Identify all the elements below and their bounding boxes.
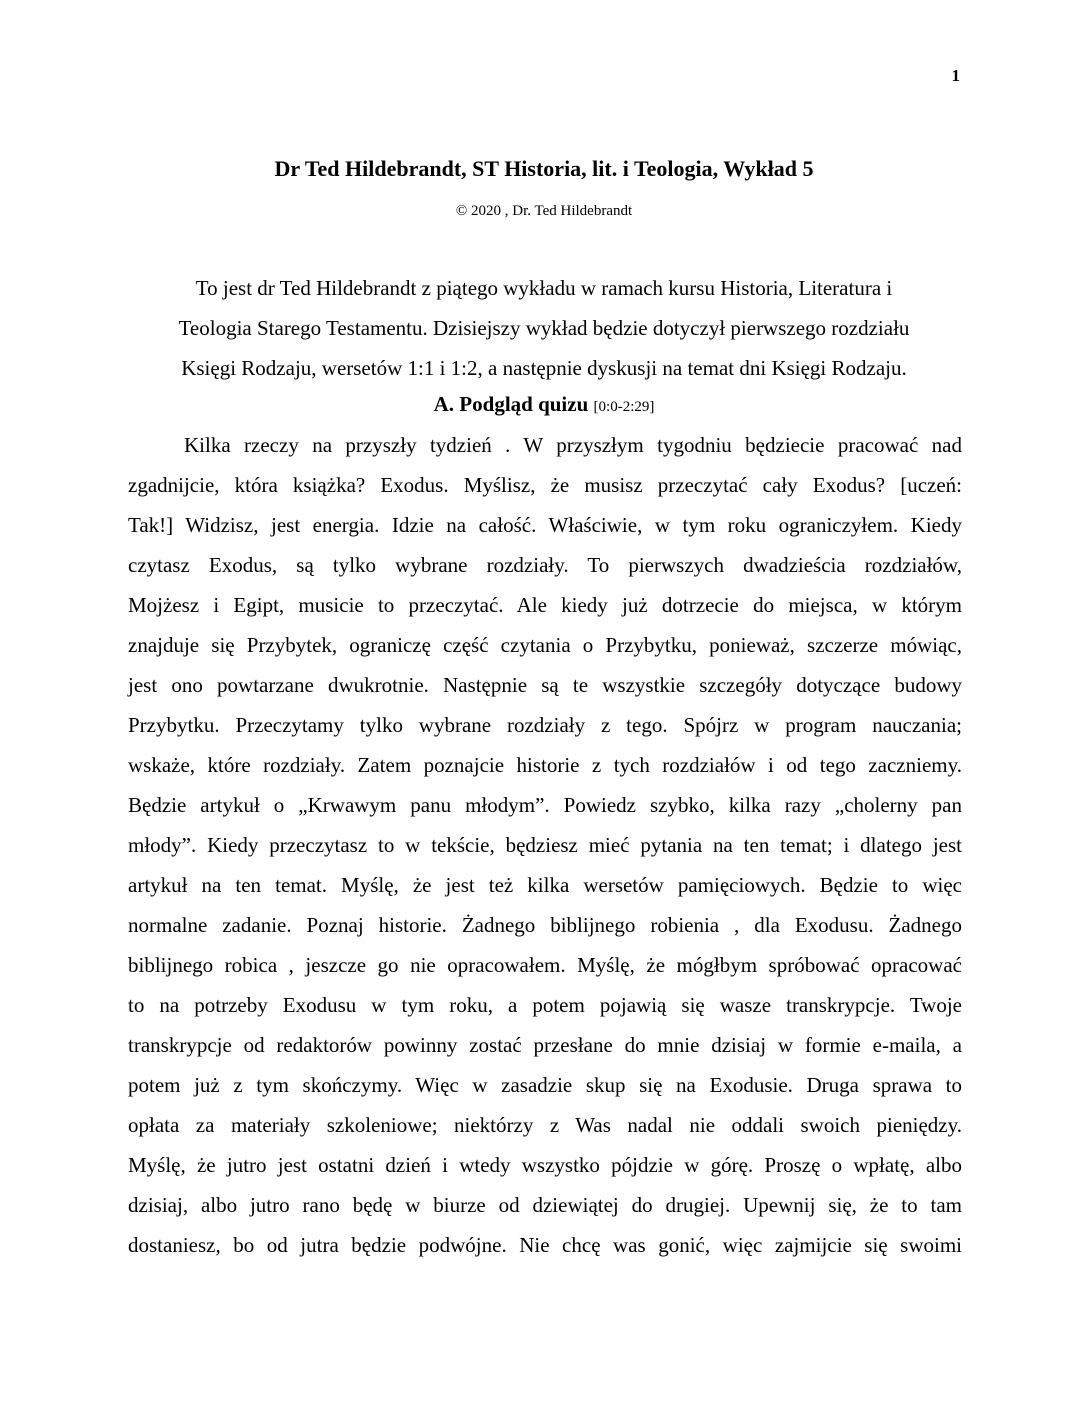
body-line: opłata za materiały szkoleniowe; niektórzy z Was nadal nie oddali swoich pieniędzy.	[128, 1113, 962, 1137]
section-heading-text: A. Podgląd quizu	[433, 392, 589, 416]
body-line: zgadnijcie, która książka? Exodus. Myślisz, że musisz przeczytać cały Exodus? [uczeń:	[128, 473, 962, 497]
body-line: potem już z tym skończymy. Więc w zasadzie skup się na Exodusie. Druga sprawa to	[128, 1073, 962, 1097]
body-line: wskaże, które rozdziały. Zatem poznajcie historie z tych rozdziałów i od tego zaczniemy.	[128, 753, 962, 777]
body-paragraph	[128, 425, 962, 1265]
body-line: Będzie artykuł o „Krwawym panu młodym”. Powiedz szybko, kilka razy „cholerny pan	[128, 793, 962, 817]
section-heading	[0, 390, 1088, 421]
intro-line: Księgi Rodzaju, wersetów 1:1 i 1:2, a następnie dyskusji na temat dni Księgi Rodzaju.	[181, 356, 907, 380]
body-line: młody”. Kiedy przeczytasz to w tekście, będziesz mieć pytania na ten temat; i dlatego jest	[128, 833, 962, 857]
body-line: Tak!] Widzisz, jest energia. Idzie na całość. Właściwie, w tym roku ograniczyłem. Kiedy	[128, 513, 962, 537]
document-title: Dr Ted Hildebrandt, ST Historia, lit. i Teologia, Wykład 5	[274, 156, 814, 181]
body-line: Mojżesz i Egipt, musicie to przeczytać. Ale kiedy już dotrzecie do miejsca, w którym	[128, 593, 962, 617]
body-line: czytasz Exodus, są tylko wybrane rozdziały. To pierwszych dwadzieścia rozdziałów,	[128, 553, 962, 577]
body-line: normalne zadanie. Poznaj historie. Żadnego biblijnego robienia , dla Exodusu. Żadnego	[128, 913, 962, 937]
body-line: dzisiaj, albo jutro rano będę w biurze od dziewiątej do drugiej. Upewnij się, że to tam	[128, 1193, 962, 1217]
body-line: jest ono powtarzane dwukrotnie. Następnie są te wszystkie szczegóły dotyczące budowy	[128, 673, 962, 697]
body-line: transkrypcje od redaktorów powinny zostać przesłane do mnie dzisiaj w formie e-maila, a	[128, 1033, 962, 1057]
body-line: biblijnego robica , jeszcze go nie opracowałem. Myślę, że mógłbym spróbować opracować	[128, 953, 962, 977]
body-line: Przybytku. Przeczytamy tylko wybrane rozdziały z tego. Spójrz w program nauczania;	[128, 713, 962, 737]
copyright-notice: © 2020 , Dr. Ted Hildebrandt	[455, 203, 633, 219]
body-line: znajduje się Przybytek, ograniczę część czytania o Przybytku, ponieważ, szczerze mówiąc,	[128, 633, 962, 657]
intro-line: Teologia Starego Testamentu. Dzisiejszy wykład będzie dotyczył pierwszego rozdziału	[178, 316, 910, 340]
body-line: artykuł na ten temat. Myślę, że jest też kilka wersetów pamięciowych. Będzie to więc	[128, 873, 962, 897]
body-line: Myślę, że jutro jest ostatni dzień i wtedy wszystko pójdzie w górę. Proszę o wpłatę, albo	[128, 1153, 962, 1177]
page-number: 1	[951, 66, 960, 85]
body-line: Kilka rzeczy na przyszły tydzień . W przyszłym tygodniu będziecie pracować nad	[184, 433, 962, 457]
intro-line: To jest dr Ted Hildebrandt z piątego wykładu w ramach kursu Historia, Literatura i	[195, 276, 893, 300]
intro-paragraph	[130, 268, 958, 388]
body-line: to na potrzeby Exodusu w tym roku, a potem pojawią się wasze transkrypcje. Twoje	[128, 993, 962, 1017]
body-line: dostaniesz, bo od jutra będzie podwójne. Nie chcę was gonić, więc zajmijcie się swoimi	[128, 1233, 962, 1257]
section-timecode: [0:0-2:29]	[593, 399, 655, 415]
